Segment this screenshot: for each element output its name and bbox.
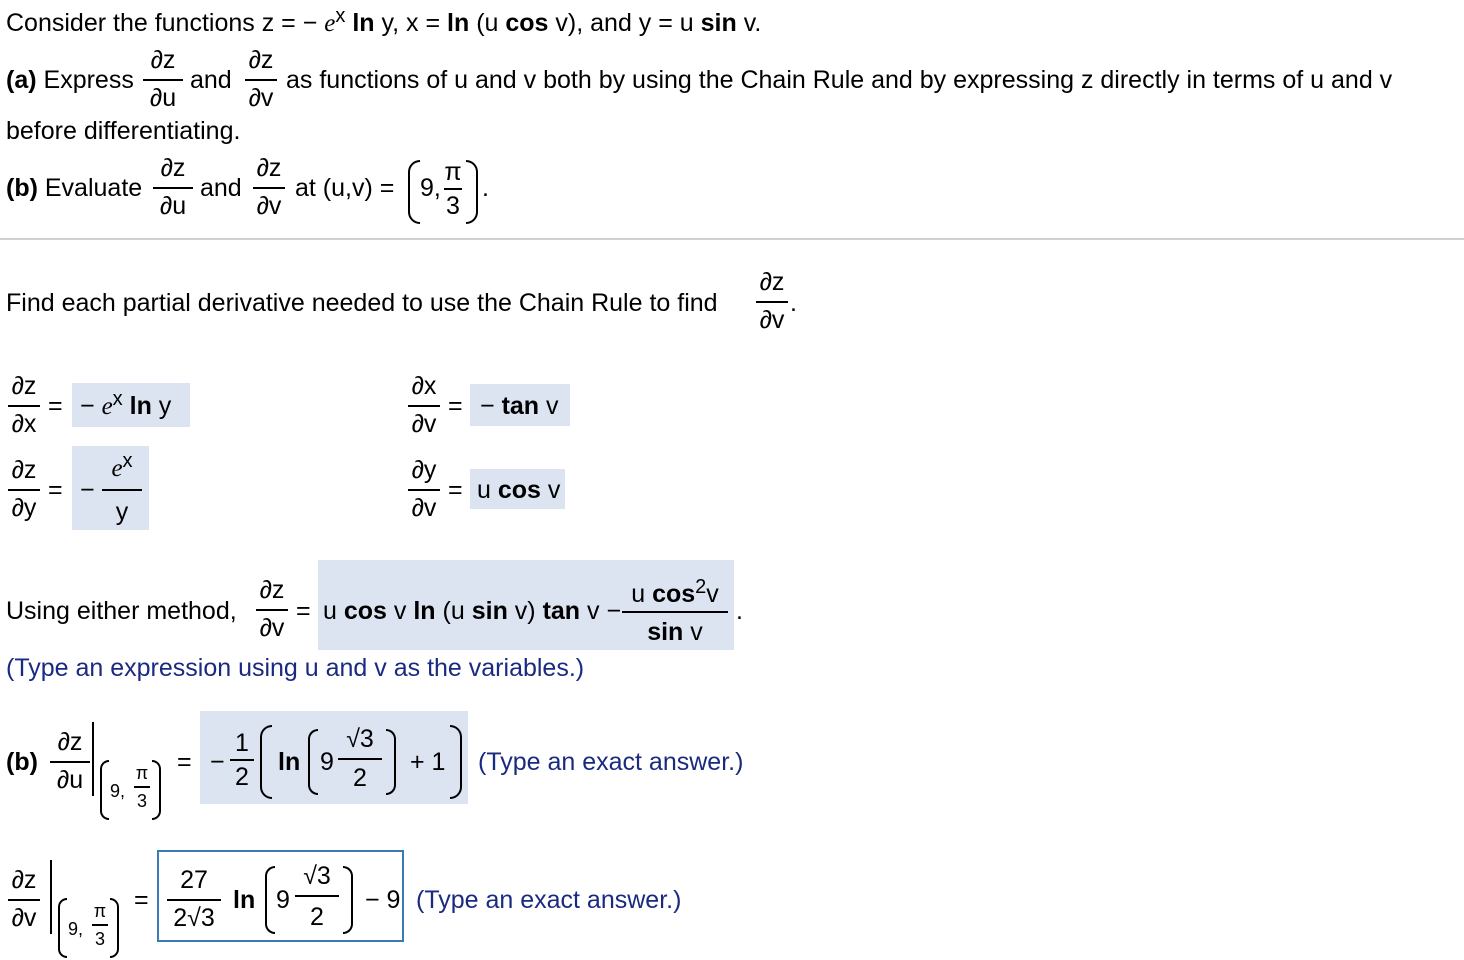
equals: = xyxy=(48,476,63,504)
section-divider xyxy=(0,238,1464,240)
equals: = xyxy=(448,476,463,504)
dx-dv-answer[interactable]: − tan v xyxy=(470,384,570,426)
eval-bar xyxy=(92,722,94,796)
either-label: Using either method, xyxy=(6,597,237,625)
period: . xyxy=(482,174,489,202)
dz-dv-fraction-b: ∂z ∂v xyxy=(253,156,285,220)
eval-point-pi-2: π 3 xyxy=(93,901,107,949)
equals: = xyxy=(448,392,463,420)
dz-du-fraction: ∂z ∂u xyxy=(143,48,183,112)
eval-paren-left-2 xyxy=(58,898,67,958)
eval-point-9-2: 9, xyxy=(68,919,84,939)
point-paren-left xyxy=(408,160,420,224)
dz-dv-answer[interactable]: u cos v ln (u sin v) tan v − u $\cos^2v$ sin v xyxy=(318,560,734,650)
period-3: . xyxy=(736,597,743,625)
dz-dv-target: ∂z ∂v xyxy=(756,270,788,334)
dz-dy-label: ∂z ∂y xyxy=(8,458,40,522)
eval-point-9: 9, xyxy=(110,781,126,801)
either-hint: (Type an expression using u and v as the variables.) xyxy=(6,654,585,682)
eval-paren-right-2 xyxy=(110,898,119,958)
problem-intro: Consider the functions z = − $e^x$ ln y, x = ln (u cos v), and y = u sin v. xyxy=(6,5,762,37)
point-pi-over-3: π 3 xyxy=(444,158,462,220)
equals: = xyxy=(296,597,311,625)
part-a-line2: before differentiating. xyxy=(6,117,241,145)
dx-dv-label: ∂x ∂v xyxy=(408,374,440,438)
and-text: and xyxy=(190,66,232,94)
dz-du-eval: ∂z ∂u xyxy=(50,730,90,794)
du-hint: (Type an exact answer.) xyxy=(478,748,744,776)
dz-dx-label: ∂z ∂x xyxy=(8,374,40,438)
eval-paren-right xyxy=(152,760,161,820)
chain-prompt: Find each partial derivative needed to use the Chain Rule to find xyxy=(6,289,718,317)
point-paren-right xyxy=(466,160,478,224)
dy-dv-answer[interactable]: u cos v xyxy=(470,469,565,509)
part-b-answer-label: (b) xyxy=(6,748,38,776)
eval-paren-left xyxy=(100,760,109,820)
part-a-text: as functions of u and v both by using the Chain Rule and by expressing z directly in terms of u and v xyxy=(286,66,1393,94)
dz-du-fraction-b: ∂z ∂u xyxy=(153,156,193,220)
dz-dv-either: ∂z ∂v xyxy=(256,578,288,642)
period-2: . xyxy=(790,289,797,317)
part-b-label: (b) Evaluate xyxy=(6,174,143,202)
dz-du-value-answer[interactable]: − 1 2 ln 9 √3 2 + 1 xyxy=(200,711,468,804)
point-u: 9, xyxy=(420,174,441,202)
at-point-text: at (u,v) = xyxy=(295,174,395,202)
dz-dv-value-answer[interactable]: 27 2√3 ln 9 √3 2 − 9 xyxy=(157,850,404,942)
dv-hint: (Type an exact answer.) xyxy=(416,886,682,914)
dz-dy-answer[interactable]: − $e^x$ y xyxy=(72,446,149,530)
and-text-b: and xyxy=(200,174,242,202)
equals: = xyxy=(177,748,192,776)
eval-point-pi: π 3 xyxy=(135,763,149,811)
dy-dv-label: ∂y ∂v xyxy=(408,458,440,522)
dz-dv-eval: ∂z ∂v xyxy=(8,868,40,932)
equals: = xyxy=(48,392,63,420)
part-a-label: (a) Express xyxy=(6,66,134,94)
equals: = xyxy=(134,886,149,914)
dz-dx-answer[interactable]: − $e^x$ ln y xyxy=(72,383,190,427)
eval-bar-2 xyxy=(50,860,52,934)
dz-dv-fraction: ∂z ∂v xyxy=(245,48,277,112)
